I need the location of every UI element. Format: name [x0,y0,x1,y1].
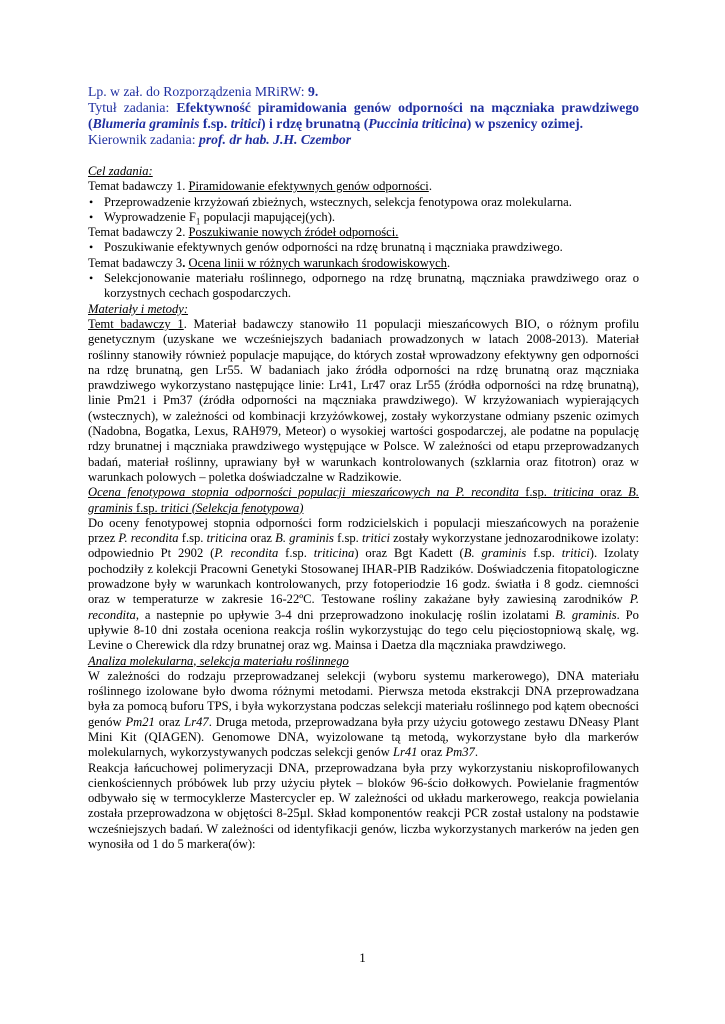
methods-section [88,302,639,853]
species-name: P. recondita [214,546,279,561]
task-title-part: ) w pszenicy ozimej. [466,116,584,131]
goal-section [88,164,639,302]
punctuation: . [428,179,432,194]
goal-heading: Cel zadania: [88,164,153,178]
paragraph [88,317,639,485]
topic-label: Temat badawczy 2. [88,225,189,240]
topic-label: Temat badawczy 3 [88,255,183,270]
task-manager-name: prof. dr hab. J.H. Czembor [198,132,352,147]
heading-part: oraz [593,485,629,500]
heading-part: f.sp. [518,485,554,500]
regulation-line [88,84,639,100]
punctuation: . [446,255,451,270]
list-item-text: Wyprowadzenie F [104,209,196,224]
topic-2-list [88,240,639,255]
text-run: oraz [247,531,276,546]
list-item: • Przeprowadzenie krzyżowań zbieżnych, wstecznych, selekcja fenotypowa oraz molekularna. [88,195,639,210]
task-title-part: f.sp. [199,116,231,131]
task-title [88,100,639,132]
paragraph [88,516,639,654]
topic-1-list [88,195,639,226]
task-manager-label: Kierownik zadania: [88,132,199,147]
heading-part: P. recondita [455,485,519,500]
page-content [88,84,639,852]
species-name: Puccinia triticina [368,116,467,131]
topic-3-list [88,271,639,302]
gene-name: Pm37 [445,745,475,760]
species-name: tritici [230,116,262,131]
text-run: Do oceny fenotypowej stopnia odporności form rodzicielskich i populacji mieszańcowych na porażenie przez [88,515,639,546]
text-run: oraz [154,714,185,729]
text-run: . [474,745,478,760]
species-name: B. graminis [275,531,334,546]
species-name: B. graminis [555,607,617,622]
topic-label: Temat badawczy 1. [88,179,189,194]
text-run: ) oraz Bgt Kadett ( [354,546,464,561]
topic-label: Temt badawczy 1 [88,316,184,331]
text-run: oraz [417,745,446,760]
text-run: f.sp. [278,546,314,561]
species-name: tritici [361,531,390,546]
text-run: f.sp. [526,546,562,561]
task-title-part: ) i rdzę brunatną ( [261,116,369,131]
gene-name: Lr41 [392,745,418,760]
task-title-part: Efektywność piramidowania genów odporności na mączniaka prawdziwego ( [88,100,640,131]
regulation-number: 9. [307,84,319,99]
text-run: zostały wykorzystane jednozarodnikowe izolaty: odpowiednio Pt 2902 ( [88,531,639,561]
page-number: 1 [359,950,366,965]
topic-3-line [88,256,639,271]
species-name: B. graminis [463,546,527,561]
heading-part: f.sp. [132,500,161,515]
section-heading [88,485,639,516]
list-item-text: populacji mapującej(ych). [200,209,336,224]
punctuation: . [182,255,189,270]
heading-part: triticina [553,485,594,500]
regulation-label: Lp. w zał. do Rozporządzenia MRiRW: [88,84,308,99]
text-run: . Druga metoda, przeprowadzana była przy użyciu gotowego zestawu DNeasy Plant Mini Kit (QIAGEN). Genomowe DNA, wyizolowane tą metodą, wykorzystane było dla markerów molekularnych, wykorzystywanych podczas selekcji genów [88,714,640,760]
topic-title: Ocena linii w różnych warunkach środowiskowych [188,255,447,270]
species-name: triticina [313,546,355,561]
text-run: , a nastepnie po upływie 3-4 dni przeprowadzono inokulację roślin izolatami [135,607,556,622]
paragraph-text: . Materiał badawczy stanowiło 11 populacji mieszańcowych BIO, o różnym profilu genetycznym (uzyskane we wcześniejszych badaniach prowadzonych w latach 2008-2013). Materiał roślinny stanowiły również populacje mapujące, do których został wprowadzony efektywny gen odporności na rdzę brunatną, gen Lr55. W badaniach jako źródła odporności na rdzę brunatną oraz mączniaka prawdziwego wykorzystano następujące linie: Lr41, Lr47 oraz Lr55 (źródła odporności na rdzę brunatną), linie Pm21 i Pm37 (źródła odporności na mączniaka prawdziwego). W krzyżowaniach wypierających (wstecznych), w zależności od kombinacji krzyżówkowej, zostały wykorzystane odmiany pszenic ozimych (Nadobna, Bogatka, Lexus, RAH979, Meteor) o wysokiej wartości gospodarczej, ale podatne na populację rdzy brunatnej i mączniaka prawdziwego występujące w Polsce. W zależności od etapu przeprowadzanych badań, materiał roślinny, uprawiany był w warunkach kontrolowanych (szklarnia oraz fitotron) oraz w warunkach polowych – poletka doświadczalne w Radzikowie. [88,316,640,484]
topic-title: Poszukiwanie nowych źródeł odporności. [188,225,399,240]
subscript: 1 [195,216,201,227]
paragraph: Reakcja łańcuchowej polimeryzacji DNA, przeprowadzana była przy wykorzystaniu niskoprofilowanych cienkościennych próbówek lub przy użyciu płytek – bloków 96-ścio dołkowych. Powielanie fragmentów odbywało się w termocyklerze Mastercycler ep. W zależności od układu markerowego, reakcja powielania została przeprowadzona w objętości 8-25µl. Skład komponentów reakcji PCR został ustalony na podstawie wcześniejszych badań. W zależności od identyfikacji genów, liczba wykorzystanych markerów na jeden gen wynosiła od 1 do 5 markera(ów): [88,760,639,852]
species-name: P. recondita [88,592,639,622]
text-run: f.sp. [178,531,207,546]
topic-2-line [88,225,639,240]
text-run: . Po upływie 8-10 dni została oceniona reakcja roślin wykorzystując do tego celu pięciostopniową skalę, wg. Levine o Cherewick dla rdzy brunatnej oraz wg. Mainsa i Daetza dla mączniaka prawdziwego. [88,607,639,653]
topic-1-line [88,179,639,194]
species-name: triticina [206,531,248,546]
species-name: tritici [561,546,590,561]
text-run: ). Izolaty pochodziły z kolekcji Pracowni Genetyki Stosowanej IHAR-PIB Radzików. Doświadczenia fitopatologiczne prowadzone były w warunkach kontrolowanych, przy fotoperiodzie 16 godz. światła i 8 godz. ciemności oraz w temperaturze w zakresie 16-22ºC. Testowane rośliny zakażane były zawiesiną zarodników [88,546,639,607]
list-item [88,210,639,225]
text-run: W zależności do rodzaju przeprowadzanej selekcji (wyboru systemu markerowego), DNA materiału roślinnego izolowane było dwoma różnymi metodami. Pierwsza metoda ekstrakcji DNA przeprowadzana była za pomocą buforu TPS, i była wykorzystana podczas selekcji materiału roślinnego pod kątem obecności genów [88,668,639,729]
document-header [88,84,639,148]
text-run: f.sp. [333,531,362,546]
methods-heading: Materiały i metody: [88,301,189,316]
list-item: • Poszukiwanie efektywnych genów odporności na rdzę brunatną i mączniaka prawdziwego. [88,240,639,255]
heading-part: Ocena fenotypowa stopnia odporności populacji mieszańcowych na [88,485,456,500]
topic-title: Piramidowanie efektywnych genów odporności [188,179,429,194]
species-name: Blumeria graminis [92,116,200,131]
task-manager-line [88,132,639,148]
heading-part: tritici (Selekcja fenotypowa) [160,500,304,515]
list-item: • Selekcjonowanie materiału roślinnego, odpornego na rdzę brunatną, mączniaka prawdziwego oraz o korzystnych cechach gospodarczych. [88,271,639,302]
heading-part: B. graminis [88,485,640,515]
task-title-label: Tytuł zadania: [88,100,177,115]
section-heading: Analiza molekularna, selekcja materiału roślinnego [88,653,349,668]
paragraph [88,669,639,761]
species-name: P. recondita [118,531,179,546]
gene-name: Lr47 [184,714,209,729]
gene-name: Pm21 [125,714,155,729]
